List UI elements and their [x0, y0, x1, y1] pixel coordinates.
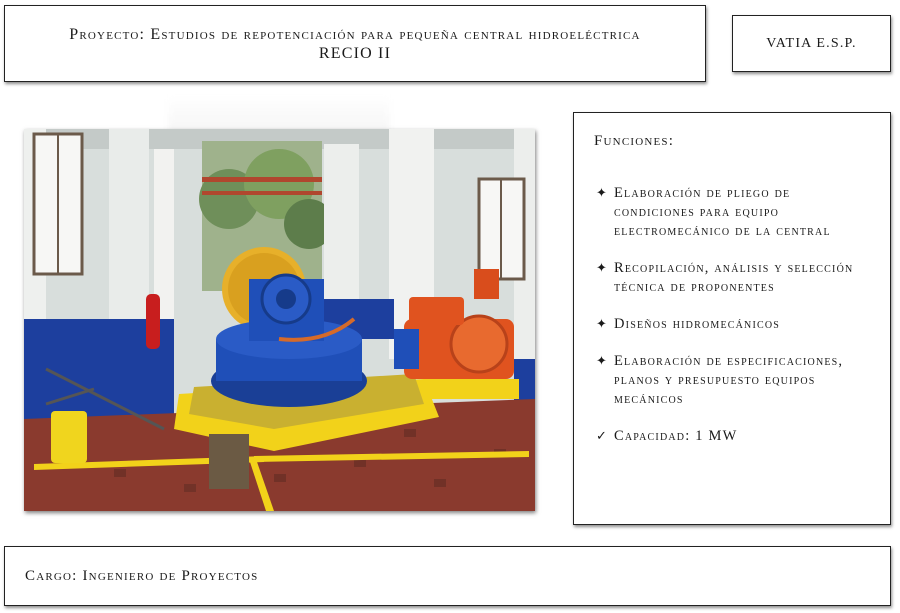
company-name: VATIA E.S.P.: [766, 35, 857, 51]
turbine-hall-illustration: [24, 129, 535, 511]
role-text: Cargo: Ingeniero de Proyectos: [25, 567, 259, 584]
functions-list: [594, 184, 870, 446]
functions-heading: Funciones:: [594, 133, 675, 149]
project-title: Proyecto: Estudios de repotenciación para pequeña central hidroeléctrica RECIO II: [69, 25, 641, 62]
function-item-capacity: [594, 427, 870, 446]
checkmark-icon: ✓: [596, 429, 609, 444]
star-bullet-icon: ✦: [596, 354, 609, 369]
function-item: [594, 315, 870, 334]
function-item-text: Capacidad: 1 MW: [614, 428, 738, 444]
functions-panel: [573, 112, 891, 525]
role-box: [4, 546, 891, 606]
function-item: [594, 184, 870, 241]
function-item-text: Elaboración de pliego de condiciones para equipo electromecánico de la central: [614, 185, 831, 239]
star-bullet-icon: ✦: [596, 261, 609, 276]
function-item-text: Recopilación, análisis y selección técnica de proponentes: [614, 260, 854, 295]
project-title-box: [4, 5, 706, 82]
star-bullet-icon: ✦: [596, 317, 609, 332]
function-item-text: Diseños hidromecánicos: [614, 316, 781, 332]
project-photo: [24, 129, 535, 511]
function-item: [594, 352, 870, 409]
company-box: [732, 15, 891, 72]
function-item-text: Elaboración de especificaciones, planos y presupuesto equipos mecánicos: [614, 353, 844, 407]
function-item: [594, 259, 870, 297]
star-bullet-icon: ✦: [596, 186, 609, 201]
